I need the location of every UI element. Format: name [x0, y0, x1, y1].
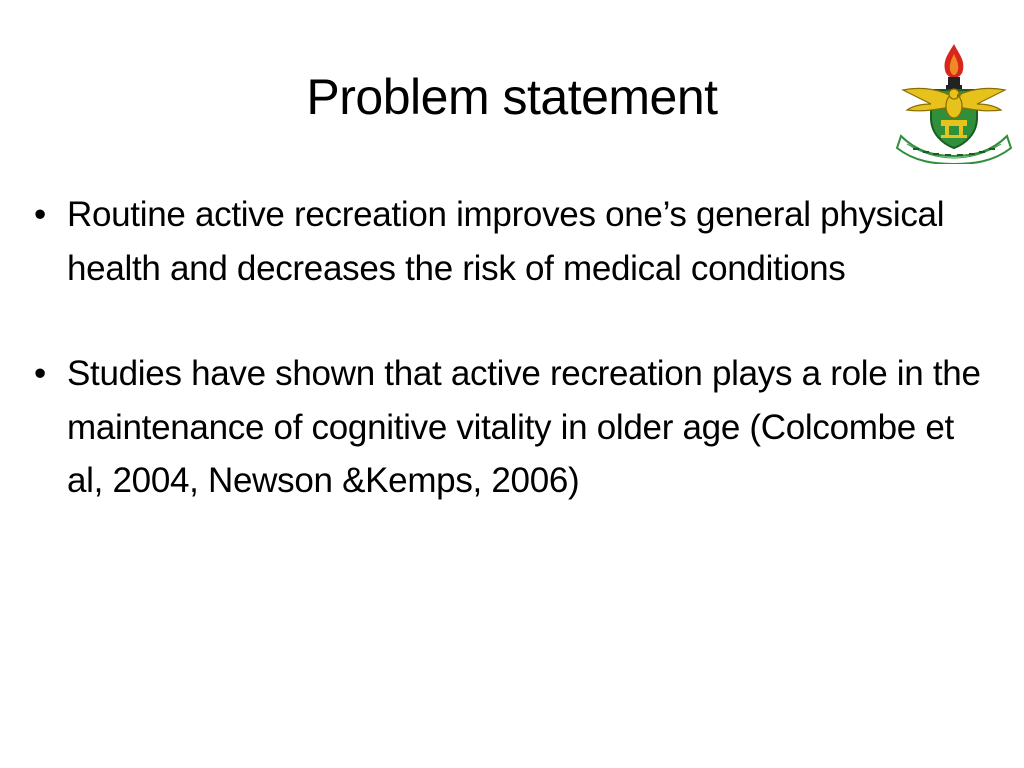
bullet-marker: •: [34, 195, 46, 234]
bullet-list: [30, 188, 990, 508]
slide-title: Problem statement: [306, 69, 718, 125]
bullet-item: [30, 347, 990, 508]
bullet-text: Routine active recreation improves one’s general physical health and decreases the risk of medical conditions: [67, 195, 945, 288]
university-crest-icon: [893, 40, 1015, 164]
bullet-marker: •: [34, 354, 46, 393]
bullet-item: [30, 188, 990, 295]
bullet-text: Studies have shown that active recreation plays a role in the maintenance of cognitive vitality in older age (Colcombe et al, 2004, Newson &Kemps, 2006): [67, 354, 981, 500]
